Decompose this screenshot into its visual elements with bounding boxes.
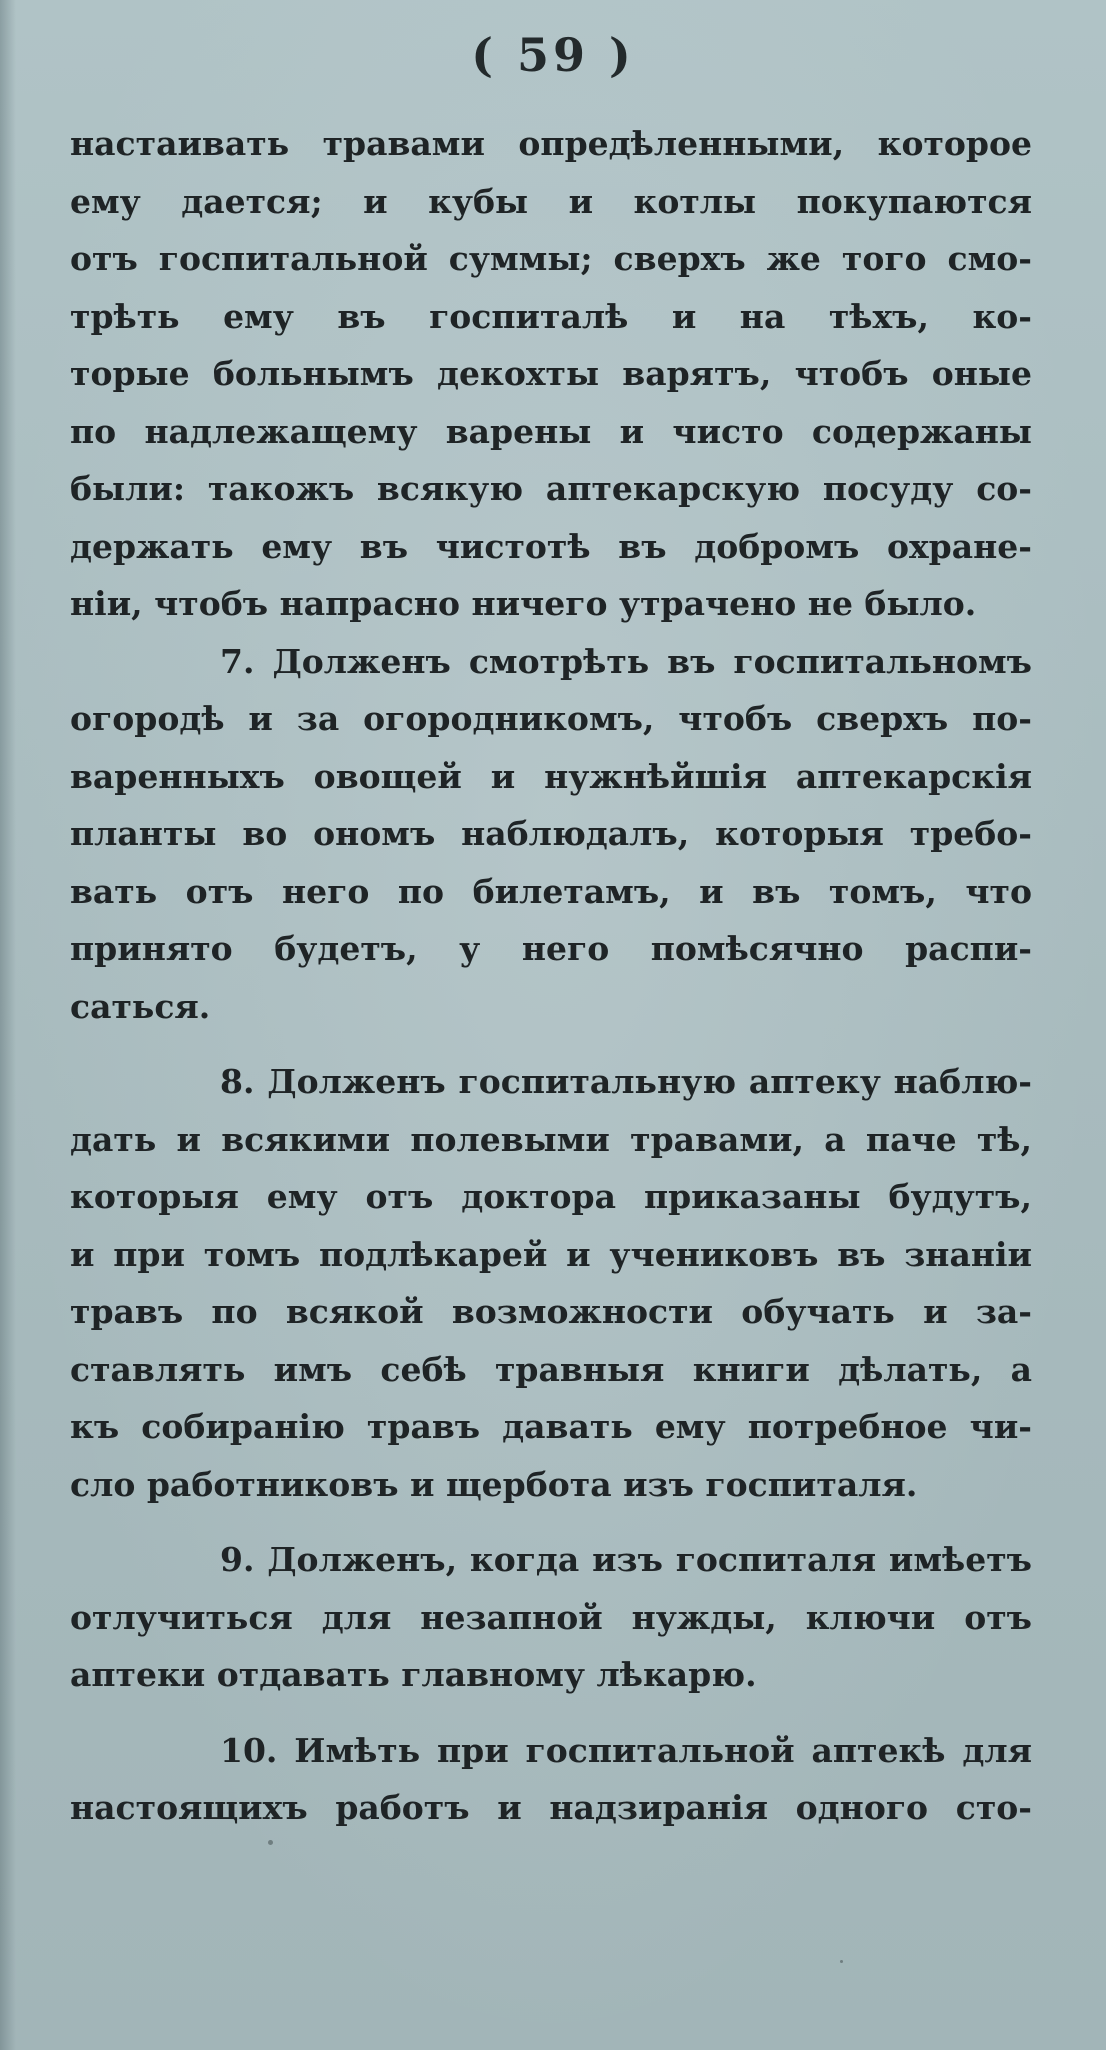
page-number: ( 59 )	[471, 28, 635, 82]
text-line: трѣть ему въ госпиталѣ и на тѣхъ, ко-	[70, 296, 1032, 336]
text-line: отлучиться для незапной нужды, ключи отъ	[70, 1597, 1032, 1637]
text-line: держать ему въ чистотѣ въ добромъ охране-	[70, 526, 1032, 566]
paragraph-10	[70, 1722, 1032, 1837]
text-line: по надлежащему варены и чисто содержаны	[70, 411, 1032, 451]
text-line: ставлять имъ себѣ травныя книги дѣлать, а	[70, 1349, 1032, 1389]
page-edge-shadow	[0, 0, 16, 2050]
paragraph-gap	[70, 1035, 1032, 1053]
text-line: 8. Долженъ госпитальную аптеку наблю-	[220, 1062, 1032, 1101]
text-line: 9. Долженъ, когда изъ госпиталя имѣетъ	[220, 1540, 1032, 1579]
paragraph-gap	[70, 1704, 1032, 1722]
text-line: отъ госпитальной суммы; сверхъ же того смо-	[70, 239, 1032, 278]
text-line: дать и всякими полевыми травами, а паче тѣ,	[70, 1119, 1032, 1159]
page-text	[70, 115, 1032, 1837]
text-line: настаивать травами опредѣленными, которое	[70, 124, 1032, 163]
text-line: принято будетъ, у него помѣсячно распи-	[70, 929, 1032, 968]
text-line: саться.	[70, 986, 211, 1026]
text-line: торые больнымъ декохты варятъ, чтобъ оные	[70, 354, 1032, 393]
text-line: травъ по всякой возможности обучать и за-	[70, 1292, 1032, 1331]
text-line: были: такожъ всякую аптекарскую посуду со-	[70, 469, 1032, 508]
text-line: ніи, чтобъ напрасно ничего утрачено не было.	[70, 584, 977, 623]
text-line: и при томъ подлѣкарей и учениковъ въ знаніи	[70, 1234, 1032, 1274]
paragraph-gap	[70, 1513, 1032, 1531]
paragraph-9	[70, 1531, 1032, 1704]
paragraph-continuation	[70, 115, 1032, 633]
text-line: къ собиранію травъ давать ему потребное чи-	[70, 1407, 1032, 1446]
paragraph-7	[70, 633, 1032, 1036]
text-line: планты во ономъ наблюдалъ, которыя требо-	[70, 814, 1032, 853]
text-line: настоящихъ работъ и надзиранія одного сто-	[70, 1788, 1032, 1827]
text-line: аптеки отдавать главному лѣкарю.	[70, 1655, 757, 1694]
text-line: ему дается; и кубы и котлы покупаются	[70, 181, 1032, 221]
paper-speck	[268, 1840, 273, 1845]
text-line: сло работниковъ и щербота изъ госпиталя.	[70, 1464, 918, 1504]
text-line: 7. Долженъ смотрѣть въ госпитальномъ	[220, 641, 1032, 681]
text-line: которыя ему отъ доктора приказаны будутъ,	[70, 1177, 1032, 1216]
paragraph-8	[70, 1053, 1032, 1513]
text-line: вать отъ него по билетамъ, и въ томъ, что	[70, 871, 1032, 911]
text-line: 10. Имѣть при госпитальной аптекѣ для	[220, 1730, 1032, 1770]
text-line: варенныхъ овощей и нужнѣйшія аптекарскія	[70, 756, 1032, 796]
paper-speck	[840, 1960, 843, 1963]
text-line: огородѣ и за огородникомъ, чтобъ сверхъ по-	[70, 699, 1032, 738]
